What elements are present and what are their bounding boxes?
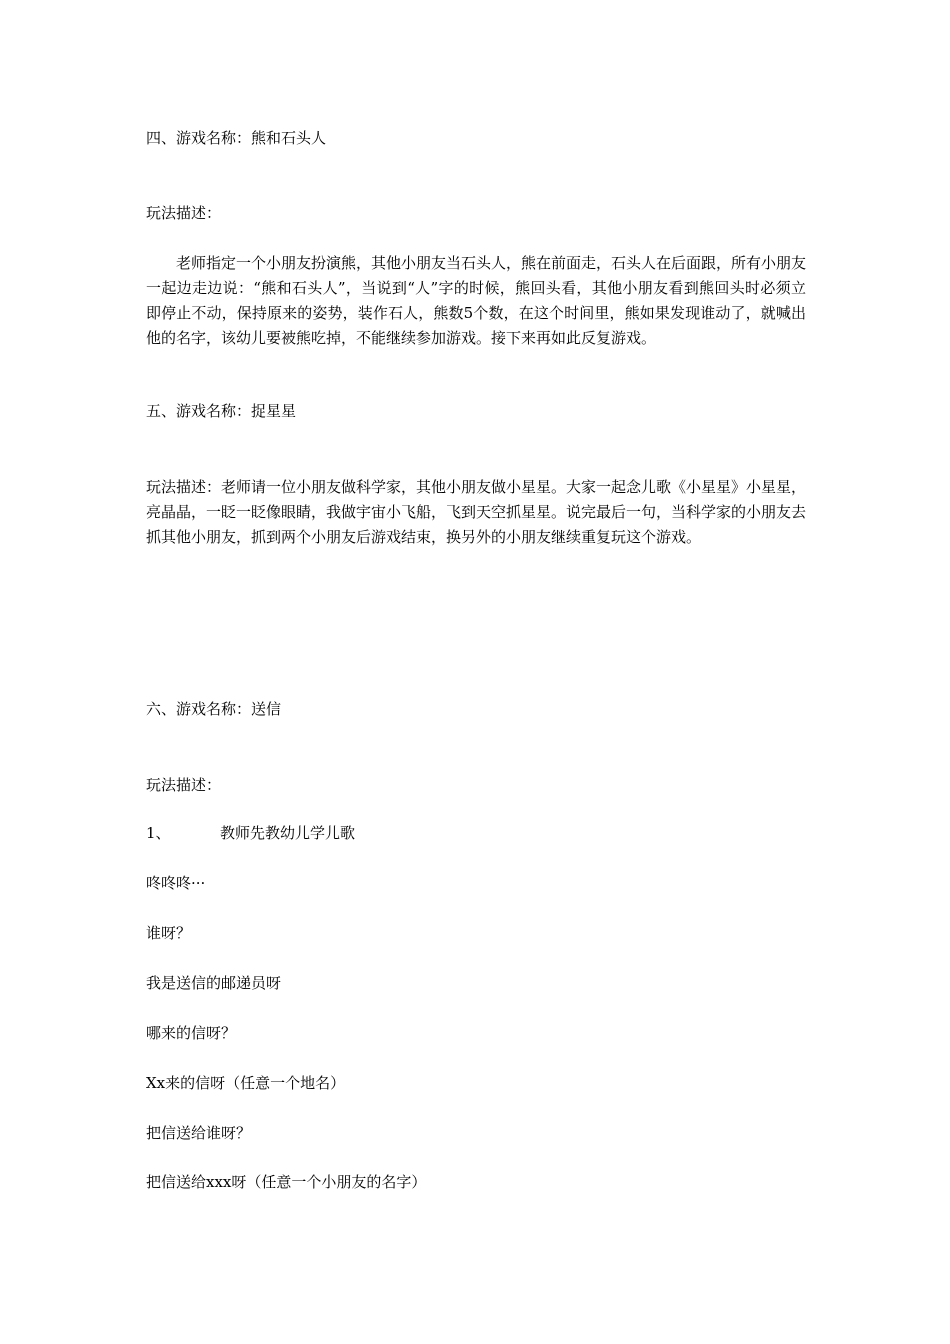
rhyme-line: 咚咚咚··· bbox=[146, 874, 206, 892]
section-heading-letter: 六、游戏名称：送信 bbox=[146, 700, 282, 718]
step-text: 教师先教幼儿学儿歌 bbox=[220, 824, 356, 842]
section-desc-text-bear: 老师指定一个小朋友扮演熊，其他小朋友当石头人，熊在前面走，石头人在后面跟，所有小朋友一起边走边说：“熊和石头人”，当说到“人”字的时候，熊回头看，其他小朋友看到熊回头时必须立即停止不动，保持原来的姿势，装作石人，熊数5个数，在这个时间里，熊如果发现谁动了，就喊出他的名字，该幼儿要被熊吃掉，不能继续参加游戏。接下来再如此反复游戏。 bbox=[146, 254, 807, 347]
section-heading-stars: 五、游戏名称：捉星星 bbox=[146, 402, 297, 420]
section-desc-text-stars: 玩法描述：老师请一位小朋友做科学家，其他小朋友做小星星。大家一起念儿歌《小星星》小星星，亮晶晶，一眨一眨像眼睛，我做宇宙小飞船，飞到天空抓星星。说完最后一句，当科学家的小朋友去抓其他小朋友，抓到两个小朋友后游戏结束，换另外的小朋友继续重复玩这个游戏。 bbox=[146, 478, 807, 546]
step-number: 1、 bbox=[146, 824, 171, 842]
section-heading-bear: 四、游戏名称：熊和石头人 bbox=[146, 129, 327, 147]
rhyme-line: 把信送给xxx呀（任意一个小朋友的名字） bbox=[146, 1173, 427, 1191]
rhyme-line: 把信送给谁呀？ bbox=[146, 1124, 252, 1142]
rhyme-line: 谁呀？ bbox=[146, 924, 192, 942]
rhyme-line: Xx来的信呀（任意一个地名） bbox=[146, 1074, 346, 1092]
section-desc-label-bear: 玩法描述： bbox=[146, 204, 222, 222]
step-item bbox=[146, 823, 806, 843]
rhyme-line: 哪来的信呀？ bbox=[146, 1024, 237, 1042]
rhyme-line: 我是送信的邮递员呀 bbox=[146, 974, 282, 992]
section-desc-label-letter: 玩法描述： bbox=[146, 776, 222, 794]
